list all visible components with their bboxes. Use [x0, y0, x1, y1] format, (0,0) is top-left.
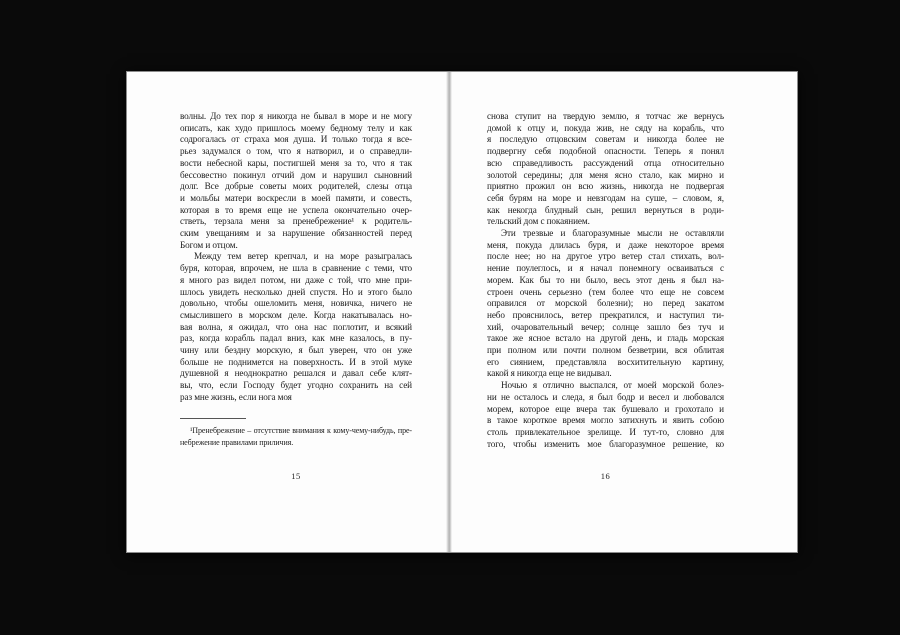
- page-right-text: [487, 111, 724, 450]
- text-line: содрогалась от страха моя душа. И только тогда я все-: [180, 134, 412, 145]
- text-line: я последую отцовским советам и никогда более не: [487, 134, 724, 145]
- text-line: небрежение правилами приличия.: [180, 437, 294, 447]
- text-line: я много раз видел потом, ни даже с той, что мне при-: [180, 274, 412, 285]
- text-line: Между тем ветер крепчал, и на море разыгралась: [194, 251, 412, 262]
- text-line: столь привлекательное зрелище. И тут-то, словно для: [487, 426, 724, 437]
- text-line: такое же ясное встало на другой день, и гладь морская: [487, 333, 724, 344]
- text-line: смыслившего в морском деле. Когда накатывалась но-: [180, 309, 412, 320]
- page-number-right: 16: [600, 471, 611, 481]
- text-line: долг. Все добрые советы моих родителей, слезы отца: [180, 181, 412, 192]
- text-line: Ночью я отлично выспался, от моей морской болез-: [501, 380, 724, 391]
- text-line: бессовестно покинул отчий дом и нарушил сыновний: [180, 169, 412, 180]
- text-line: ни не осталось и следа, я был бодр и весел и любовался: [487, 391, 724, 402]
- text-line: вости небесной кары, постигшей меня за то, что я так: [180, 157, 412, 168]
- text-line: буря, которая, впрочем, не шла в сравнение с теми, что: [180, 263, 412, 274]
- text-line: вы, что, если Господу будет угодно сохранить на сей: [180, 380, 412, 391]
- page-left-text: [180, 111, 412, 404]
- book-spread: [127, 72, 797, 552]
- footnote-text: [180, 425, 412, 450]
- text-line: довольно, чтобы ошеломить меня, новичка, ничего не: [180, 298, 412, 309]
- text-line: шлось увидеть несколько дней спустя. Но и этого было: [180, 286, 412, 297]
- text-line: стветь, терзала меня за пренебрежение¹ к родитель-: [180, 216, 412, 227]
- text-line: снова ступит на твердую землю, я тотчас же вернусь: [487, 111, 724, 121]
- text-line: как некогда блудный сын, решил вернуться в роди-: [487, 204, 724, 215]
- text-line: после нее; но на другое утро ветер стал стихать, вол-: [487, 251, 724, 262]
- text-line: в такое короткое время могло затихнуть и явить собою: [487, 415, 724, 426]
- text-line: строен очень серьезно (тем более что еще не совсем: [487, 286, 724, 297]
- text-line: описать, как худо пришлось моему бедному телу и как: [180, 122, 412, 133]
- text-line: волны. До тех пор я никогда не бывал в море и не могу: [180, 111, 412, 121]
- text-line: рьез задумался о том, что я натворил, и о справедли-: [180, 146, 412, 157]
- text-line: подвергну себя подобной опасности. Теперь я понял: [487, 146, 724, 157]
- text-line: какой я никогда еще не видывал.: [487, 368, 612, 379]
- text-line: чину или бездну морскую, я был уверен, что он уже: [180, 345, 412, 356]
- footnote: [180, 418, 412, 450]
- text-line: ¹Пренебрежение – отсутствие внимания к кому-чему-нибудь, пре-: [190, 425, 412, 435]
- text-line: того, чтобы изменить мое благоразумное решение, ко: [487, 438, 724, 449]
- text-line: себя бурям на море и невзгодам на суше, – словом, я,: [487, 192, 724, 203]
- page-left: [127, 72, 449, 552]
- text-line: раз мне жизнь, если нога моя: [180, 391, 292, 402]
- page-number-left: 15: [291, 471, 301, 481]
- text-line: хий, очаровательный вечер; солнце зашло без туч и: [487, 321, 724, 332]
- text-line: и мольбы матери воскресли в моей памяти, и совесть,: [180, 192, 412, 203]
- text-line: Богом и отцом.: [180, 239, 238, 250]
- footnote-rule: [180, 418, 246, 419]
- text-line: оправился от морской болезни); но перед закатом: [487, 298, 724, 309]
- text-line: его сиянием, представляла восхитительную картину,: [487, 356, 724, 367]
- page-right: [449, 72, 797, 552]
- text-line: ским увещаниям и за нарушение обязанностей перед: [180, 228, 412, 239]
- text-line: меня, покуда длилась буря, и даже некоторое время: [487, 239, 724, 250]
- text-line: всю справедливость рассуждений отца относительно: [487, 157, 724, 168]
- text-line: небо прояснилось, ветер прекратился, и наступил ти-: [487, 309, 724, 320]
- text-line: Эти трезвые и благоразумные мысли не оставляли: [501, 228, 724, 239]
- text-line: раз, когда корабль падал вниз, как мне казалось, в пу-: [180, 333, 412, 344]
- text-line: вая волна, я ожидал, что она нас поглотит, и всякий: [180, 321, 412, 332]
- text-line: душевной я неоднократно решался и давал себе клят-: [180, 368, 412, 379]
- text-line: при полном или почти полном безветрии, вся облитая: [487, 345, 724, 356]
- text-line: нение поулеглось, и я начал понемногу осваиваться с: [487, 263, 724, 274]
- text-line: больше не поднимется на поверхность. И в этой муке: [180, 356, 412, 367]
- text-line: тельский дом с покаянием.: [487, 216, 590, 227]
- text-line: морем. Как бы то ни было, весь этот день я был на-: [487, 274, 724, 285]
- text-line: которая в то время еще не успела окончательно очер-: [180, 204, 412, 215]
- text-line: золотой середины; для меня ясно стало, как мирно и: [487, 169, 724, 180]
- text-line: морем, которое еще вчера так бушевало и грохотало и: [487, 403, 724, 414]
- text-line: приятно прожил он всю жизнь, никогда не подвергая: [487, 181, 724, 192]
- text-line: домой к отцу и, покуда жив, не сяду на корабль, что: [487, 122, 724, 133]
